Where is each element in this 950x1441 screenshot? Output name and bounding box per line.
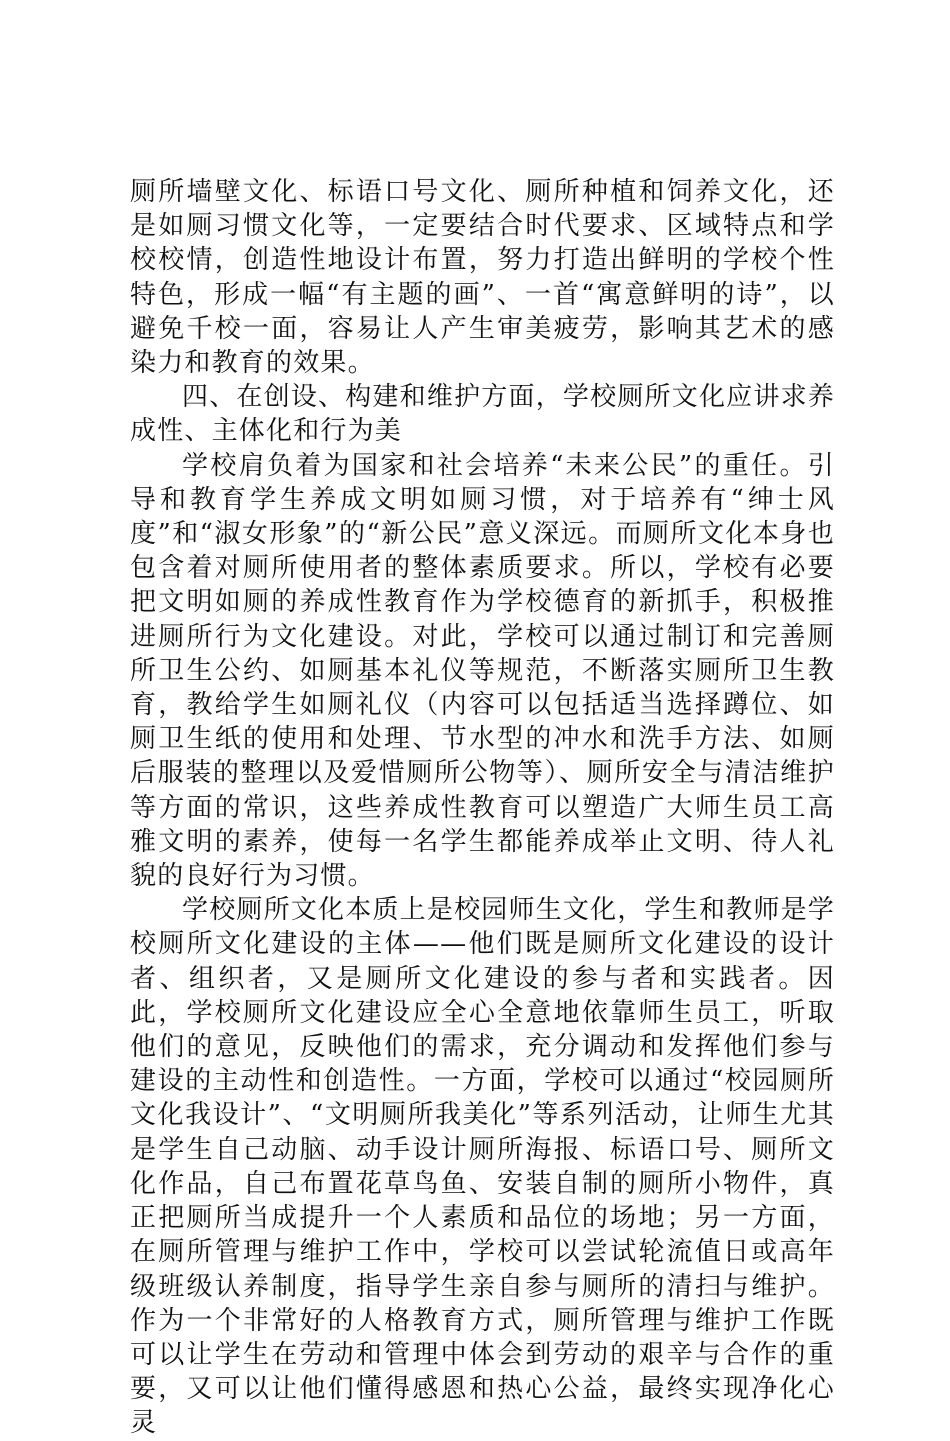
section-heading: 四、在创设、构建和维护方面，学校厕所文化应讲求养成性、主体化和行为美 [130,382,835,447]
paragraph-habit-education: 学校肩负着为国家和社会培养“未来公民”的重任。引导和教育学生养成文明如厕习惯，对于培养有“绅士风度”和“淑女形象”的“新公民”意义深远。而厕所文化本身也包含着对厕所使用者的整体素质要求。所以，学校有必要把文明如厕的养成性教育作为学校德育的新抓手，积极推进厕所行为文化建设。对此，学校可以通过制订和完善厕所卫生公约、如厕基本礼仪等规范，不断落实厕所卫生教育，教给学生如厕礼仪（内容可以包括适当选择蹲位、如厕卫生纸的使用和处理、节水型的冲水和洗手方法、如厕后服装的整理以及爱惜厕所公物等）、厕所安全与清洁维护等方面的常识，这些养成性教育可以塑造广大师生员工高雅文明的素养，使每一名学生都能养成举止文明、待人礼貌的良好行为习惯。 [130,450,835,892]
document-body [130,175,835,1441]
paragraph-subject-participation: 学校厕所文化本质上是校园师生文化，学生和教师是学校厕所文化建设的主体——他们既是厕所文化建设的设计者、组织者，又是厕所文化建设的参与者和实践者。因此，学校厕所文化建设应全心全意地依靠师生员工，听取他们的意见，反映他们的需求，充分调动和发挥他们参与建设的主动性和创造性。一方面，学校可以通过“校园厕所文化我设计”、“文明厕所我美化”等系列活动，让师生尤其是学生自己动脑、动手设计厕所海报、标语口号、厕所文化作品，自己布置花草鸟鱼、安装自制的厕所小物件，真正把厕所当成提升一个人素质和品位的场地；另一方面，在厕所管理与维护工作中，学校可以尝试轮流值日或高年级班级认养制度，指导学生亲自参与厕所的清扫与维护。作为一个非常好的人格教育方式，厕所管理与维护工作既可以让学生在劳动和管理中体会到劳动的艰辛与合作的重要，又可以让他们懂得感恩和热心公益，最终实现净化心灵 [130,895,835,1439]
paragraph-continuation: 厕所墙壁文化、标语口号文化、厕所种植和饲养文化，还是如厕习惯文化等，一定要结合时代要求、区域特点和学校校情，创造性地设计布置，努力打造出鲜明的学校个性特色，形成一幅“有主题的画”、一首“寓意鲜明的诗”，以避免千校一面，容易让人产生审美疲劳，影响其艺术的感染力和教育的效果。 [130,177,835,379]
